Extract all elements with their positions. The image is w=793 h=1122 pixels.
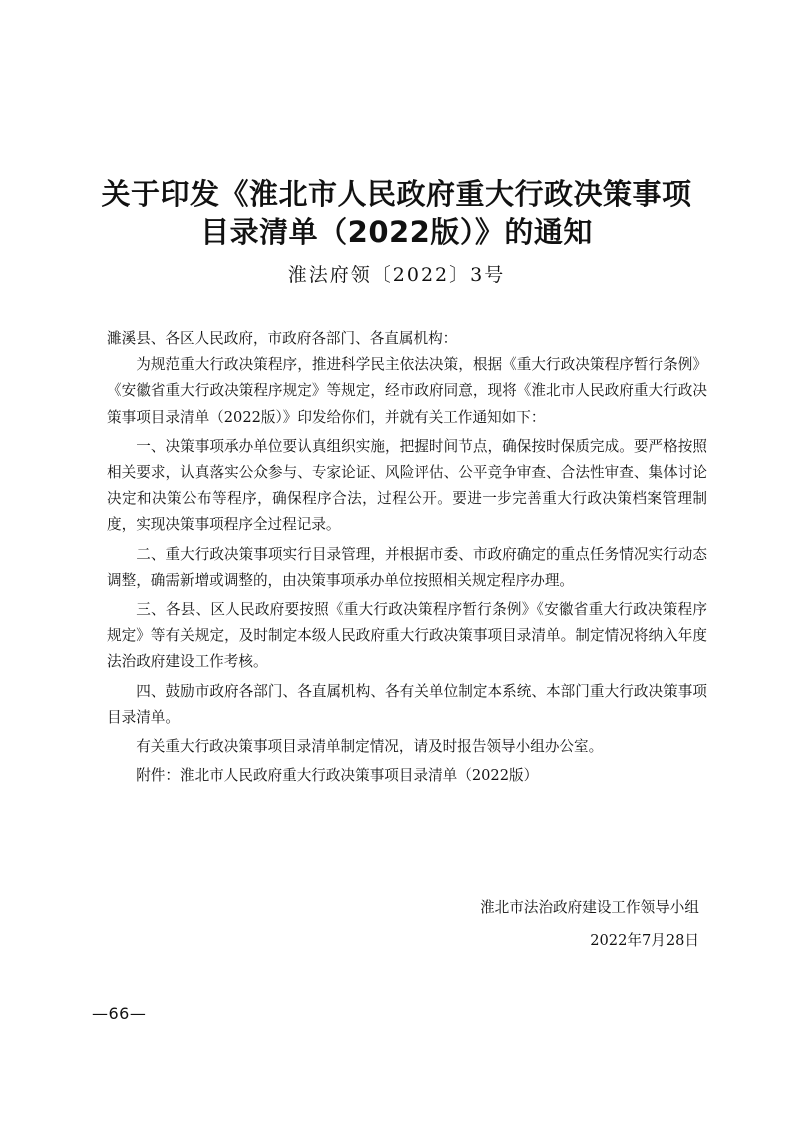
paragraph-intro: 为规范重大行政决策程序，推进科学民主依法决策，根据《重大行政决策程序暂行条例》《安徽省重大行政决策程序规定》等规定，经市政府同意，现将《淮北市人民政府重大行政决策事项目录清单（2022版）》印发给你们，并就有关工作通知如下： bbox=[107, 356, 707, 426]
page-number: —66— bbox=[92, 1004, 147, 1023]
document-title-line-2: 目录清单（2022版）》的通知 bbox=[200, 215, 593, 249]
paragraph-item-3: 三、各县、区人民政府要按照《重大行政决策程序暂行条例》《安徽省重大行政决策程序规定》等有关规定，及时制定本级人民政府重大行政决策事项目录清单。制定情况将纳入年度法治政府建设工作考核。 bbox=[107, 601, 707, 671]
salutation: 濉溪县、各区人民政府，市政府各部门、各直属机构： bbox=[107, 330, 458, 347]
paragraph-item-1: 一、决策事项承办单位要认真组织实施，把握时间节点，确保按时保质完成。要严格按照相关要求，认真落实公众参与、专家论证、风险评估、公平竞争审查、合法性审查、集体讨论决定和决策公布等程序，确保程序合法，过程公开。要进一步完善重大行政决策档案管理制度，实现决策事项程序全过程记录。 bbox=[107, 437, 707, 534]
paragraph-item-4: 四、鼓励市政府各部门、各直属机构、各有关单位制定本系统、本部门重大行政决策事项目录清单。 bbox=[107, 682, 707, 726]
paragraph-report-request: 有关重大行政决策事项目录清单制定情况，请及时报告领导小组办公室。 bbox=[136, 738, 604, 756]
paragraph-item-2: 二、重大行政决策事项实行目录管理，并根据市委、市政府确定的重点任务情况实行动态调整，确需新增或调整的，由决策事项承办单位按照相关规定程序办理。 bbox=[107, 545, 707, 589]
document-number: 淮法府领〔2022〕3号 bbox=[287, 264, 506, 286]
attachment-note: 附件：淮北市人民政府重大行政决策事项目录清单（2022版） bbox=[136, 767, 539, 785]
signature-date: 2022年7月28日 bbox=[590, 932, 699, 949]
signature-organization: 淮北市法治政府建设工作领导小组 bbox=[480, 899, 699, 916]
document-body bbox=[107, 326, 707, 792]
document-title-line-1: 关于印发《淮北市人民政府重大行政决策事项 bbox=[101, 177, 692, 211]
